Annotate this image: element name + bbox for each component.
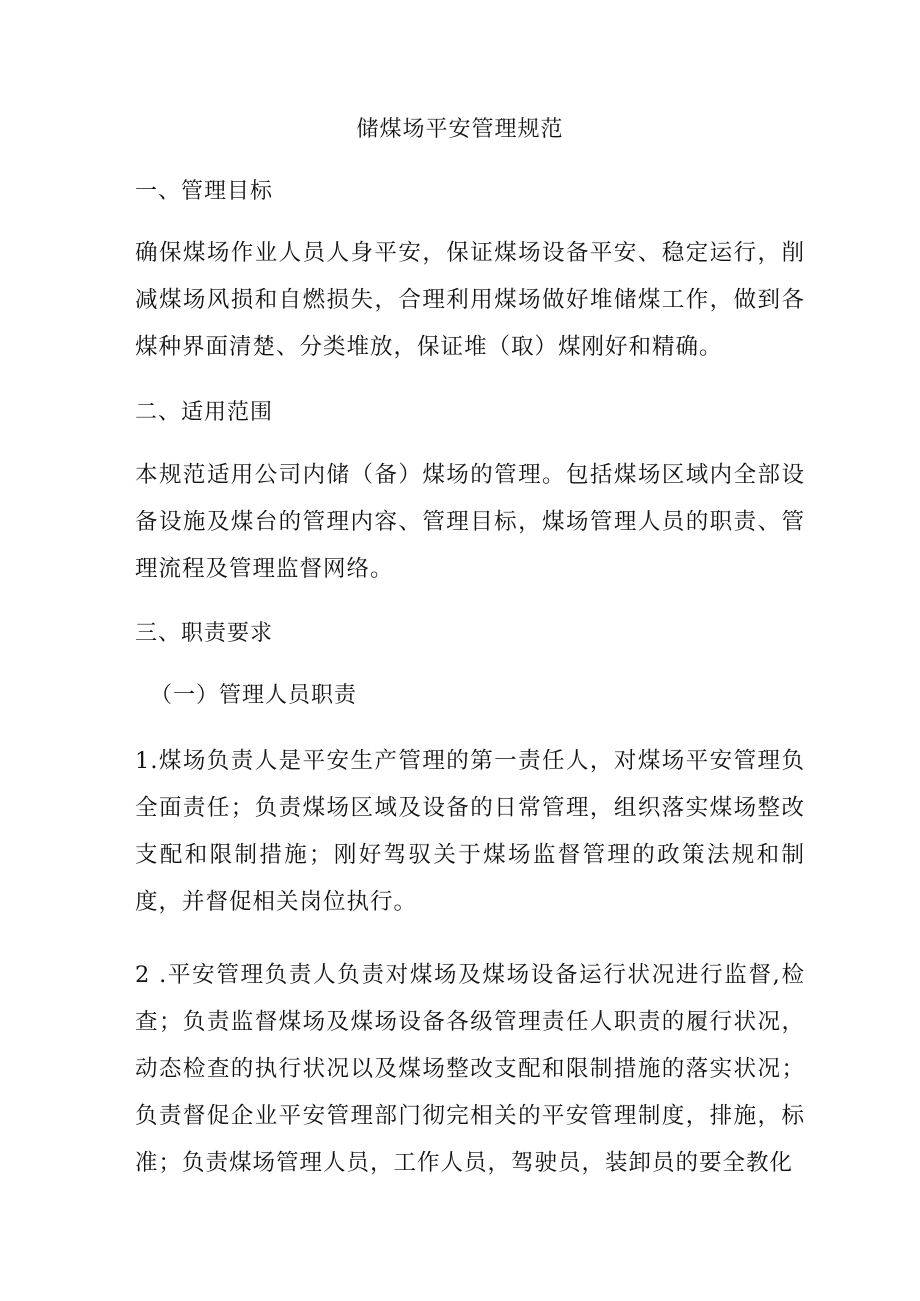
section-paragraph-scope: 本规范适用公司内储（备）煤场的管理。包括煤场区域内全部设备设施及煤台的管理内容、管理目标，煤场管理人员的职责、管理流程及管理监督网络。	[135, 462, 805, 582]
subsection-heading-manager-duties: （一）管理人员职责	[150, 683, 358, 708]
section-paragraph-goals: 确保煤场作业人员人身平安，保证煤场设备平安、稳定运行，削减煤场风损和自燃损失，合理利用煤场做好堆储煤工作，做到各煤种界面清楚、分类堆放，保证堆（取）煤刚好和精确。	[135, 240, 805, 360]
document-title: 储煤场平安管理规范	[356, 117, 564, 142]
duty-item-1: 1.煤场负责人是平安生产管理的第一责任人，对煤场平安管理负全面责任；负责煤场区域及设备的日常管理，组织落实煤场整改支配和限制措施；刚好驾驭关于煤场监督管理的政策法规和制度，并督促相关岗位执行。	[135, 748, 805, 915]
section-heading-goals: 一、管理目标	[135, 179, 274, 204]
section-heading-duties: 三、职责要求	[135, 621, 274, 646]
section-heading-scope: 二、适用范围	[135, 400, 274, 425]
duty-item-2: 2 .平安管理负责人负责对煤场及煤场设备运行状况进行监督,检查；负责监督煤场及煤场设备各级管理责任人职责的履行状况，动态检查的执行状况以及煤场整改支配和限制措施的落实状况；负责督促企业平安管理部门彻完相关的平安管理制度，排施，标准；负责煤场管理人员，工作人员，驾驶员，装卸员的要全教化	[135, 962, 805, 1176]
